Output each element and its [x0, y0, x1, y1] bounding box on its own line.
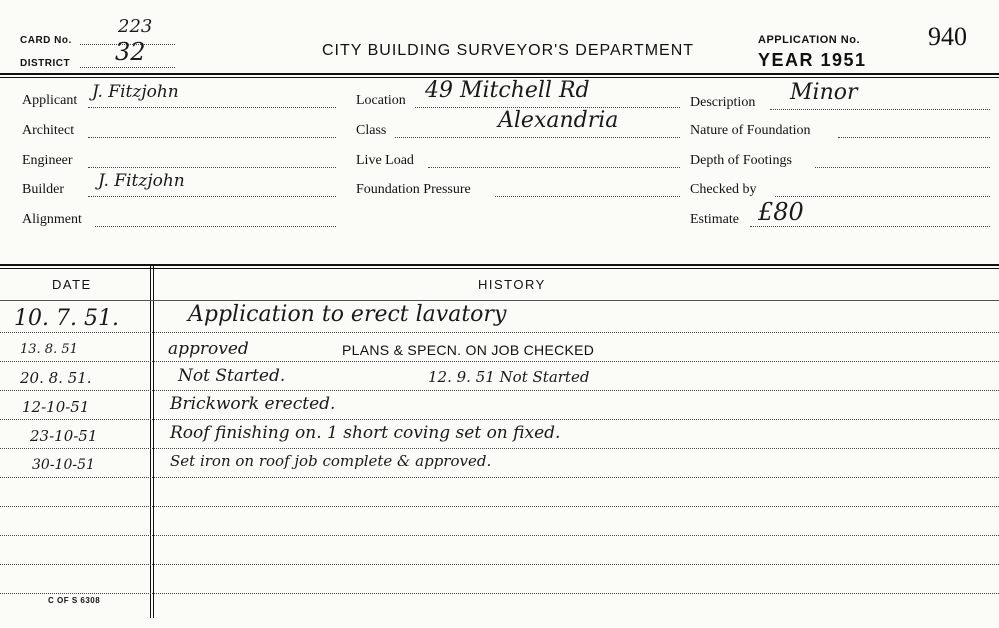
- card-no-label: CARD No.: [20, 35, 72, 46]
- header-rule: [0, 73, 999, 75]
- applicant-value: J. Fitzjohn: [92, 82, 179, 102]
- foundation-pressure-label: Foundation Pressure: [356, 182, 471, 197]
- table-row-entry: Set iron on roof job complete & approved.: [170, 452, 492, 470]
- table-row-date: 10. 7. 51.: [14, 306, 119, 331]
- table-row-typed: PLANS & SPECN. ON JOB CHECKED: [342, 342, 595, 358]
- class-value: Alexandria: [498, 108, 619, 133]
- alignment-label: Alignment: [22, 212, 82, 227]
- class-label: Class: [356, 123, 387, 138]
- form-code: C OF S 6308: [48, 596, 101, 605]
- applicant-label: Applicant: [22, 93, 78, 108]
- estimate-label: Estimate: [690, 212, 739, 227]
- builder-label: Builder: [22, 182, 64, 197]
- card-no-value: 223: [118, 16, 153, 37]
- application-no-value: 940: [928, 22, 967, 51]
- description-value: Minor: [790, 80, 858, 105]
- date-column-divider: [150, 266, 151, 618]
- depth-of-footings-label: Depth of Footings: [690, 153, 792, 168]
- district-value: 32: [115, 38, 146, 66]
- table-row-extra: 12. 9. 51 Not Started: [428, 368, 590, 386]
- history-header: HISTORY: [478, 277, 546, 292]
- live-load-label: Live Load: [356, 153, 414, 168]
- architect-label: Architect: [22, 123, 75, 138]
- table-row-entry: Application to erect lavatory: [188, 302, 507, 327]
- builder-value: J. Fitzjohn: [98, 171, 185, 191]
- description-label: Description: [690, 95, 756, 110]
- nature-of-foundation-label: Nature of Foundation: [690, 123, 811, 138]
- date-header: DATE: [52, 277, 92, 292]
- table-row-date: 30-10-51: [32, 457, 95, 473]
- location-value: 49 Mitchell Rd: [425, 78, 590, 103]
- table-row-date: 12-10-51: [22, 398, 90, 416]
- table-row-entry: approved: [168, 339, 249, 359]
- date-column-divider-2: [153, 266, 154, 618]
- table-row-entry: Roof finishing on. 1 short coving set on fixed.: [170, 423, 561, 443]
- district-label: DISTRICT: [20, 58, 71, 69]
- estimate-value: £80: [758, 198, 804, 226]
- table-row-date: 20. 8. 51.: [20, 369, 92, 387]
- year-label: YEAR 1951: [758, 50, 867, 70]
- engineer-label: Engineer: [22, 153, 73, 168]
- location-label: Location: [356, 93, 406, 108]
- table-row-date: 13. 8. 51: [20, 342, 78, 357]
- checked-by-label: Checked by: [690, 182, 757, 197]
- table-row-entry: Brickwork erected.: [170, 394, 336, 414]
- department-title: CITY BUILDING SURVEYOR'S DEPARTMENT: [322, 42, 695, 59]
- application-no-label: APPLICATION No.: [758, 34, 861, 46]
- table-row-date: 23-10-51: [30, 427, 98, 445]
- table-row-entry: Not Started.: [178, 366, 286, 386]
